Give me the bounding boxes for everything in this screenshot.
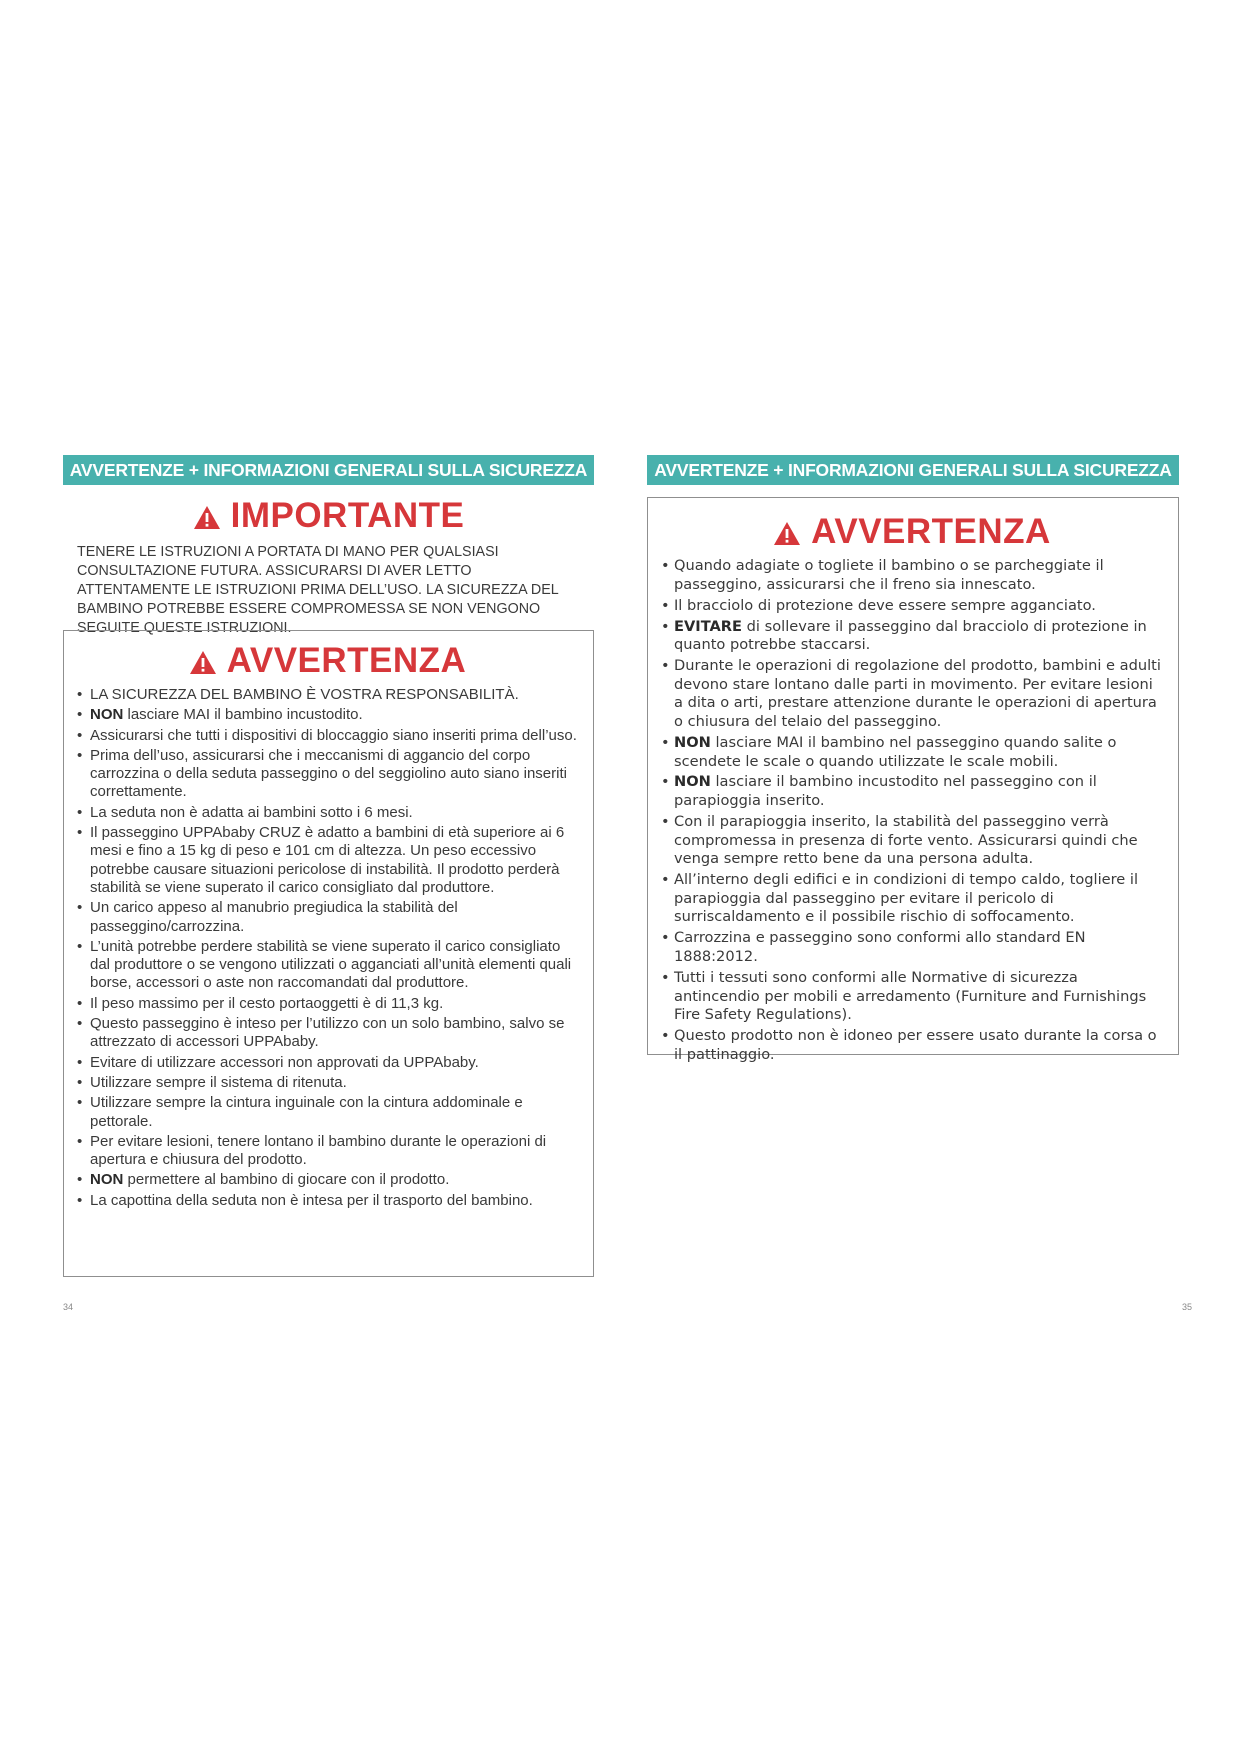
warning-item	[76, 686, 579, 704]
warning-item	[76, 824, 579, 897]
warning-item-text: Evitare di utilizzare accessori non approvati da UPPAbaby.	[90, 1053, 479, 1071]
warning-item-text: Il peso massimo per il cesto portaoggetti è di 11,3 kg.	[90, 994, 444, 1012]
important-block	[63, 496, 594, 638]
page-number: 34	[63, 1302, 74, 1312]
warning-item-text: Quando adagiate o togliete il bambino o se parcheggiate il passeggino, assicurarsi che il freno sia innescato.	[674, 557, 1104, 593]
warning-item-text: Carrozzina e passeggino sono conformi allo standard EN 1888:2012.	[674, 929, 1086, 965]
warning-item-text: Con il parapioggia inserito, la stabilità del passeggino verrà compromessa in presenza di forte vento. Assicurarsi quindi che venga sempre retto bene da una persona adulta.	[674, 813, 1138, 868]
warning-item	[76, 706, 579, 724]
warning-item	[76, 1094, 579, 1131]
warning-item-text: Utilizzare sempre il sistema di ritenuta.	[90, 1073, 347, 1091]
warning-item-text: L’unità potrebbe perdere stabilità se viene superato il carico consigliato dal produttore o se vengono utilizzati o agganciati all’unità elementi quali borse, accessori o aste non raccomandati dal produttore.	[90, 937, 572, 992]
warning-item	[660, 597, 1164, 616]
warning-item	[660, 969, 1164, 1025]
warning-item	[76, 1192, 579, 1210]
warning-box	[647, 497, 1179, 1063]
warning-item	[76, 804, 579, 822]
warning-item-text: Prima dell’uso, assicurarsi che i meccanismi di aggancio del corpo carrozzina o della seduta passeggino o del seggiolino auto siano inseriti correttamente.	[90, 746, 567, 801]
warning-list	[76, 686, 579, 1210]
page-number: 35	[1182, 1302, 1193, 1312]
warning-item-text: Assicurarsi che tutti i dispositivi di bloccaggio siano inseriti prima dell’uso.	[90, 726, 577, 744]
warning-item-text: Questo passeggino è inteso per l’utilizzo con un solo bambino, salvo se attrezzato di accessori UPPAbaby.	[90, 1015, 565, 1051]
warning-list	[660, 557, 1164, 1064]
important-text: TENERE LE ISTRUZIONI A PORTATA DI MANO PER QUALSIASI CONSULTAZIONE FUTURA. ASSICURARSI DI AVER LETTO ATTENTAMENTE LE ISTRUZIONI PRIMA DELL’USO. LA SICUREZZA DEL BAMBINO POTREBBE ESSERE COMPROMESSA SE NON VENGONO SEGUITE QUESTE ISTRUZIONI.	[77, 544, 559, 636]
warning-item-text: LA SICUREZZA DEL BAMBINO È VOSTRA RESPONSABILITÀ.	[90, 686, 519, 703]
warning-item	[660, 1027, 1164, 1064]
warning-triangle-icon	[773, 515, 801, 555]
warning-item-text: La capottina della seduta non è intesa per il trasporto del bambino.	[90, 1191, 533, 1209]
left-page	[0, 0, 620, 1754]
warning-item-text: Questo prodotto non è idoneo per essere usato durante la corsa o il pattinaggio.	[674, 1027, 1157, 1063]
warning-item	[660, 618, 1164, 655]
warning-item-emphasis: NON	[674, 773, 711, 791]
warning-item-text: Tutti i tessuti sono conformi alle Normative di sicurezza antincendio per mobili e arredamento (Furniture and Furnishings Fire Safety Regulations).	[674, 968, 1147, 1024]
warning-item-text: La seduta non è adatta ai bambini sotto i 6 mesi.	[90, 803, 413, 821]
warning-item-text: Un carico appeso al manubrio pregiudica la stabilità del passeggino/carrozzina.	[90, 899, 458, 935]
warning-item	[76, 727, 579, 745]
warning-item	[76, 1074, 579, 1092]
warning-item	[76, 1171, 579, 1189]
section-header: AVVERTENZE + INFORMAZIONI GENERALI SULLA SICUREZZA	[647, 455, 1179, 485]
warning-item	[76, 995, 579, 1013]
warning-title	[660, 512, 1164, 555]
important-title	[63, 496, 594, 539]
warning-item-emphasis: EVITARE	[674, 617, 743, 635]
warning-item	[76, 1054, 579, 1072]
section-header: AVVERTENZE + INFORMAZIONI GENERALI SULLA SICUREZZA	[63, 455, 594, 485]
warning-item-text: Utilizzare sempre la cintura inguinale con la cintura addominale e pettorale.	[90, 1094, 523, 1130]
warning-item-text: permettere al bambino di giocare con il prodotto.	[123, 1171, 450, 1189]
warning-title-text: AVVERTENZA	[811, 512, 1051, 551]
warning-item	[76, 1133, 579, 1170]
warning-item-text: di sollevare il passeggino dal bracciolo di protezione in quanto potrebbe staccarsi.	[674, 617, 1147, 654]
warning-item-text: All’interno degli edifici e in condizioni di tempo caldo, togliere il parapioggia dal passeggino per evitare il pericolo di surriscaldamento e il possibile rischio di soffocamento.	[674, 871, 1139, 926]
warning-item-text: Durante le operazioni di regolazione del prodotto, bambini e adulti devono stare lontano dalle parti in movimento. Per evitare lesioni a dita o arti, prestare attenzione durante le operazioni di apertura o chiusura del telaio del passeggino.	[674, 657, 1161, 730]
warning-item	[660, 773, 1164, 810]
warning-item-emphasis: NON	[90, 706, 124, 724]
warning-item	[76, 747, 579, 802]
warning-item-text: lasciare MAI il bambino nel passeggino quando salite o scendete le scale o quando utilizzate le scale mobili.	[674, 733, 1117, 770]
important-title-text: IMPORTANTE	[230, 496, 465, 535]
warning-item-emphasis: NON	[674, 733, 711, 751]
warning-item	[76, 1015, 579, 1052]
warning-title	[76, 641, 579, 684]
warning-triangle-icon	[189, 644, 217, 684]
warning-item-text: Il passeggino UPPAbaby CRUZ è adatto a bambini di età superiore ai 6 mesi e fino a 15 kg di peso e 101 cm di altezza. Un peso eccessivo potrebbe causare situazioni pericolose di instabilità. Il prodotto perderà stabilità se viene superato il carico consigliato dal produttore.	[90, 824, 565, 896]
warning-item-emphasis: NON	[90, 1171, 124, 1189]
warning-item	[660, 734, 1164, 771]
warning-triangle-icon	[193, 499, 221, 539]
warning-title-text: AVVERTENZA	[226, 641, 467, 680]
warning-item	[660, 557, 1164, 594]
warning-item-text: lasciare MAI il bambino incustodito.	[123, 706, 363, 724]
warning-item	[76, 899, 579, 936]
warning-item	[660, 813, 1164, 869]
warning-item	[660, 657, 1164, 731]
warning-item-text: lasciare il bambino incustodito nel passeggino con il parapioggia inserito.	[674, 773, 1097, 810]
right-page	[620, 0, 1241, 1754]
warning-item	[76, 938, 579, 993]
warning-item	[660, 871, 1164, 927]
warning-box	[63, 630, 594, 1277]
warning-item	[660, 929, 1164, 966]
warning-item-text: Per evitare lesioni, tenere lontano il bambino durante le operazioni di apertura e chiusura del prodotto.	[90, 1132, 547, 1169]
warning-item-text: Il bracciolo di protezione deve essere sempre agganciato.	[674, 596, 1096, 614]
